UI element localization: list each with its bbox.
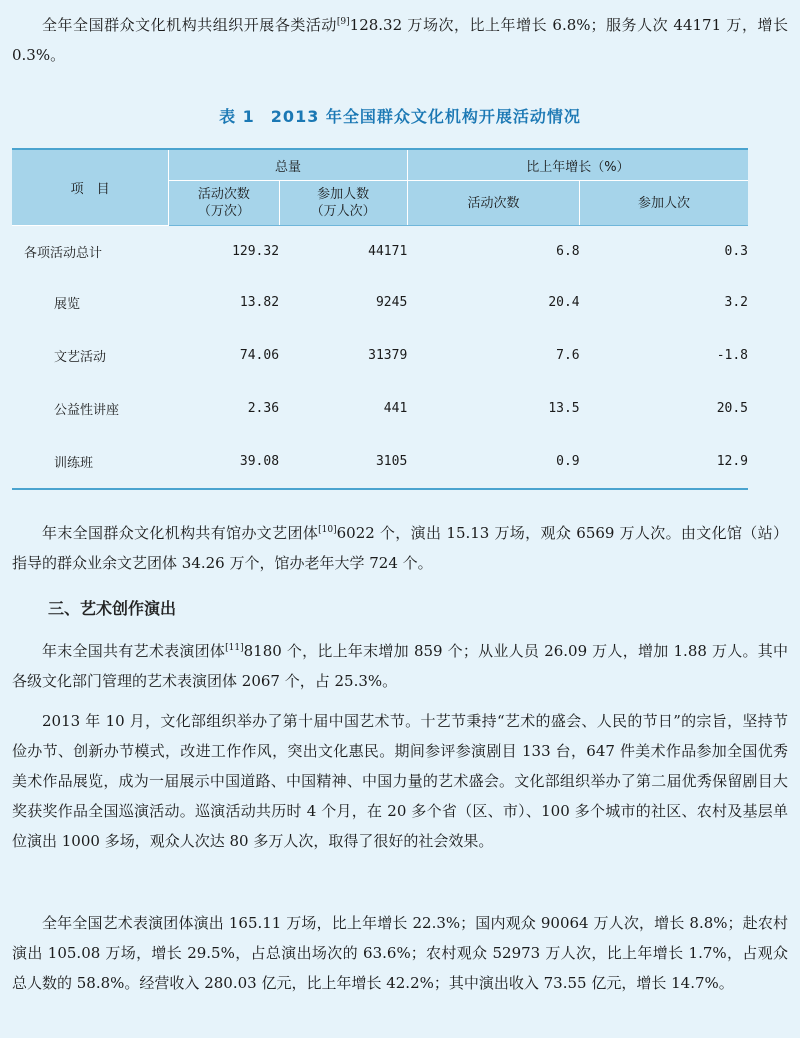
cell-growth-people: 3.2	[724, 295, 748, 310]
table-row	[12, 329, 748, 382]
table-caption-text: 2013 年全国群众文化机构开展活动情况	[270, 107, 581, 126]
table-row	[12, 276, 748, 329]
cell-count: 129.32	[232, 243, 280, 259]
table-row	[12, 435, 748, 489]
section-heading: 三、艺术创作演出	[48, 599, 177, 618]
row-name: 展览	[54, 297, 81, 312]
activity-table	[12, 148, 748, 490]
cell-growth-people: 12.9	[580, 435, 748, 489]
cell-people: 3105	[279, 435, 407, 489]
intro-text-1: 全年全国群众文化机构共组织开展各类活动	[42, 16, 337, 34]
table-row	[12, 226, 748, 277]
header-growth-activity: 活动次数	[407, 181, 579, 226]
header-total: 总量	[169, 149, 407, 181]
cell-growth-count: 13.5	[548, 401, 580, 416]
cell-growth-people: -1.8	[716, 348, 748, 363]
para3-text-2: 8180 个，比上年末增加 859 个；从业人员 26.09 万人，增加 1.88 万人。其中各级文化部门管理的艺术表演团体 2067 个，占 25.3%。	[12, 642, 788, 690]
cell-people: 441	[383, 401, 408, 416]
table-row	[12, 382, 748, 435]
cell-growth-people: 20.5	[716, 401, 748, 416]
header-participants: 参加人数 （万人次）	[279, 181, 407, 226]
para2-text-1: 年末全国群众文化机构共有馆办文艺团体	[42, 524, 319, 542]
cell-people: 9245	[375, 295, 408, 310]
row-name: 各项活动总计	[24, 245, 103, 261]
row-name: 训练班	[12, 435, 169, 489]
footnote-ref-9: [9]	[336, 17, 350, 27]
table-caption	[0, 104, 800, 127]
para3-text-1: 年末全国共有艺术表演团体	[42, 642, 226, 660]
intro-text-2: 128.32 万场次，比上年增长 6.8%；服务人次 44171 万，增长 0.3%。	[12, 16, 788, 64]
table-caption-number: 表 1	[219, 107, 255, 126]
cell-count: 2.36	[247, 401, 280, 416]
footnote-ref-10: [10]	[318, 525, 337, 535]
paragraph-troupes	[12, 636, 788, 696]
cell-growth-count: 6.8	[556, 243, 580, 259]
header-item: 项 目	[12, 149, 169, 226]
cell-people: 44171	[368, 243, 408, 259]
paragraph-performances: 全年全国艺术表演团体演出 165.11 万场，比上年增长 22.3%；国内观众 90064 万人次，增长 8.8%；赴农村演出 105.08 万场，增长 29.5%，占总演出场次的 63.6%；农村观众 52973 万人次，比上年增长 1.7%，占观众总人数的 58.8%。经营收入 280.03 亿元，比上年增长 42.2%；其中演出收入 73.55 亿元，增长 14.7%。	[12, 914, 788, 992]
footnote-ref-11: [11]	[225, 643, 244, 653]
row-name: 公益性讲座	[54, 403, 120, 418]
paragraph-art-festival: 2013 年 10 月，文化部组织举办了第十届中国艺术节。十艺节秉持“艺术的盛会、人民的节日”的宗旨，坚持节俭办节、创新办节模式，改进工作作风，突出文化惠民。期间参评参演剧目 133 台，647 件美术作品参加全国优秀美术作品展览，成为一届展示中国道路、中国精神、中国力量的艺术盛会。文化部组织举办了第二届优秀保留剧目大奖获奖作品全国巡演活动。巡演活动共历时 4 个月，在 20 多个省（区、市）、100 多个城市的社区、农村及基层单位演出 1000 多场，观众人次达 80 多万人次，取得了很好的社会效果。	[12, 712, 788, 850]
intro-paragraph	[12, 10, 788, 70]
cell-count: 13.82	[239, 295, 280, 310]
para2-text-2: 6022 个，演出 15.13 万场，观众 6569 万人次。由文化馆（站）指导的群众业余文艺团体 34.26 万个，馆办老年大学 724 个。	[12, 524, 788, 572]
cell-growth-count: 20.4	[548, 295, 580, 310]
cell-growth-count: 7.6	[556, 348, 580, 363]
cell-count: 74.06	[239, 348, 280, 363]
cell-people: 31379	[368, 348, 408, 363]
cell-growth-count: 0.9	[407, 435, 579, 489]
cell-count: 39.08	[169, 435, 279, 489]
paragraph-groups	[12, 518, 788, 578]
cell-growth-people: 0.3	[724, 243, 748, 259]
header-growth-participants: 参加人次	[580, 181, 748, 226]
header-growth: 比上年增长（%）	[407, 149, 748, 181]
header-activity-count: 活动次数 （万次）	[169, 181, 279, 226]
row-name: 文艺活动	[54, 350, 107, 365]
